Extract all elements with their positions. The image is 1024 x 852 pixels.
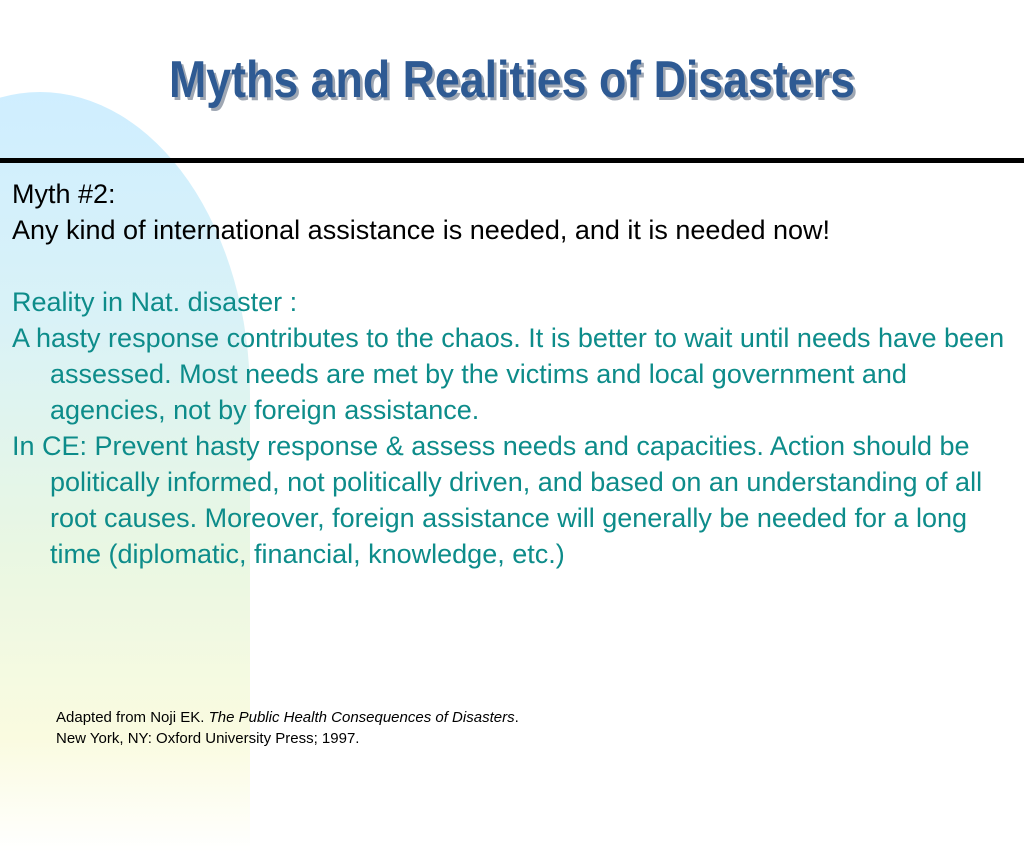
title-divider [0, 158, 1024, 163]
citation-book-title: The Public Health Consequences of Disasters [208, 709, 515, 726]
reality-text: A hasty response contributes to the chaos. It is better to wait until needs have been assessed. Most needs are met by the victims and local government and agencies, not by foreign assistance. [12, 323, 1005, 425]
citation [56, 707, 519, 749]
slide-title: Myths and Realities of Disasters [169, 51, 855, 109]
citation-prefix: Adapted from Noji EK. [56, 709, 209, 726]
myth-label: Myth #2: [12, 179, 116, 209]
reality-label: Reality in Nat. disaster : [12, 287, 298, 317]
slide-body [12, 176, 1012, 572]
ce-text: In CE: Prevent hasty response & assess needs and capacities. Action should be politically informed, not politically driven, and based on an understanding of all root causes. Moreover, foreign assistance will generally be needed for a long time (diplomatic, financial, knowledge, etc.) [12, 431, 983, 569]
citation-line-1 [56, 707, 519, 728]
citation-line-2: New York, NY: Oxford University Press; 1997. [56, 730, 360, 747]
myth-text: Any kind of international assistance is needed, and it is needed now! [12, 215, 831, 245]
citation-book-suffix: . [514, 709, 519, 726]
paragraph-spacer [12, 248, 1012, 284]
